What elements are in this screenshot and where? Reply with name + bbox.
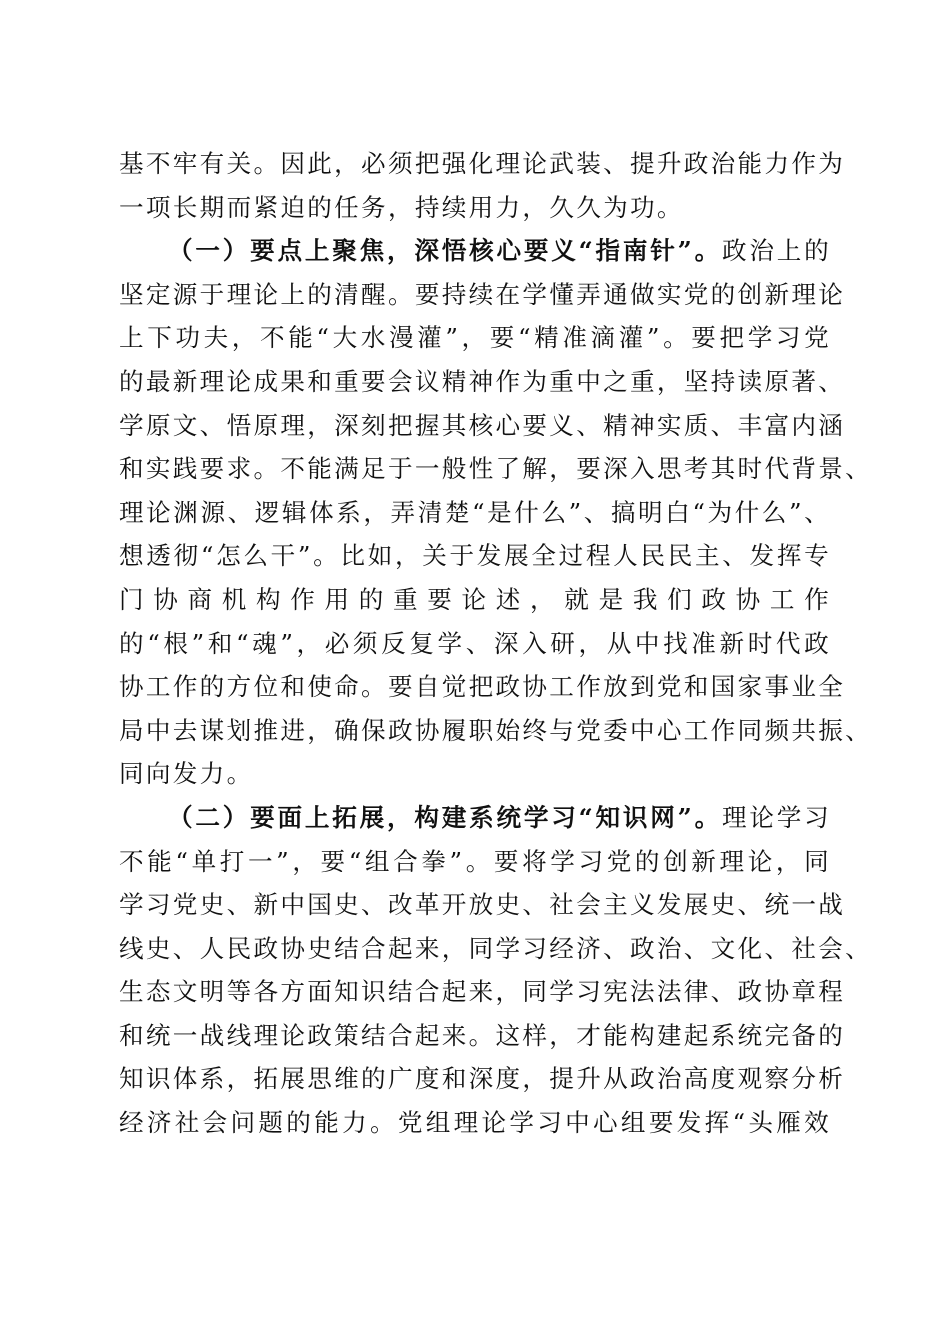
text-line: 上下功夫，不能“大水漫灌”，要“精准滴灌”。要把学习党	[119, 323, 831, 353]
section-one-heading: （一）要点上聚焦，深悟核心要义“指南针”。	[168, 236, 722, 266]
section-one-paragraph	[119, 229, 873, 796]
paragraph-continuation	[119, 142, 846, 229]
text-fragment: 政治上的	[721, 236, 832, 266]
text-line: 的“根”和“魂”，必须反复学、深入研，从中找准新时代政	[119, 628, 831, 658]
text-line: 经济社会问题的能力。党组理论学习中心组要发挥“头雁效	[119, 1108, 831, 1138]
section-two-paragraph	[119, 796, 873, 1145]
text-line: 理论渊源、逻辑体系，弄清楚“是什么”、搞明白“为什么”、	[119, 497, 831, 527]
text-line	[119, 796, 831, 840]
text-line: 同向发力。	[119, 759, 254, 789]
text-line: 和实践要求。不能满足于一般性了解，要深入思考其时代背景、	[119, 454, 873, 484]
text-line: 协工作的方位和使命。要自觉把政协工作放到党和国家事业全	[119, 672, 846, 702]
text-fragment: 理论学习	[721, 802, 832, 832]
text-line: 的最新理论成果和重要会议精神作为重中之重，坚持读原著、	[119, 366, 846, 396]
text-line	[119, 229, 831, 273]
text-line: 和统一战线理论政策结合起来。这样，才能构建起系统完备的	[119, 1020, 846, 1050]
text-line: 坚定源于理论上的清醒。要持续在学懂弄通做实党的创新理论	[119, 279, 846, 309]
text-line: 线史、人民政协史结合起来，同学习经济、政治、文化、社会、	[119, 933, 873, 963]
text-line: 生态文明等各方面知识结合起来，同学习宪法法律、政协章程	[119, 977, 846, 1007]
text-line: 知识体系，拓展思维的广度和深度，提升从政治高度观察分析	[119, 1064, 846, 1094]
text-line: 一项长期而紧迫的任务，持续用力，久久为功。	[119, 192, 684, 222]
text-line: 门协商机构作用的重要论述，就是我们政协工作	[119, 584, 831, 614]
text-line: 想透彻“怎么干”。比如，关于发展全过程人民民主、发挥专	[119, 541, 831, 571]
document-body	[119, 142, 873, 1145]
text-line: 不能“单打一”，要“组合拳”。要将学习党的创新理论，同	[119, 846, 831, 876]
text-line: 学原文、悟原理，深刻把握其核心要义、精神实质、丰富内涵	[119, 410, 846, 440]
text-line: 局中去谋划推进，确保政协履职始终与党委中心工作同频共振、	[119, 715, 873, 745]
text-line: 基不牢有关。因此，必须把强化理论武装、提升政治能力作为	[119, 149, 846, 178]
section-two-heading: （二）要面上拓展，构建系统学习“知识网”。	[168, 802, 722, 832]
text-line: 学习党史、新中国史、改革开放史、社会主义发展史、统一战	[119, 890, 846, 920]
